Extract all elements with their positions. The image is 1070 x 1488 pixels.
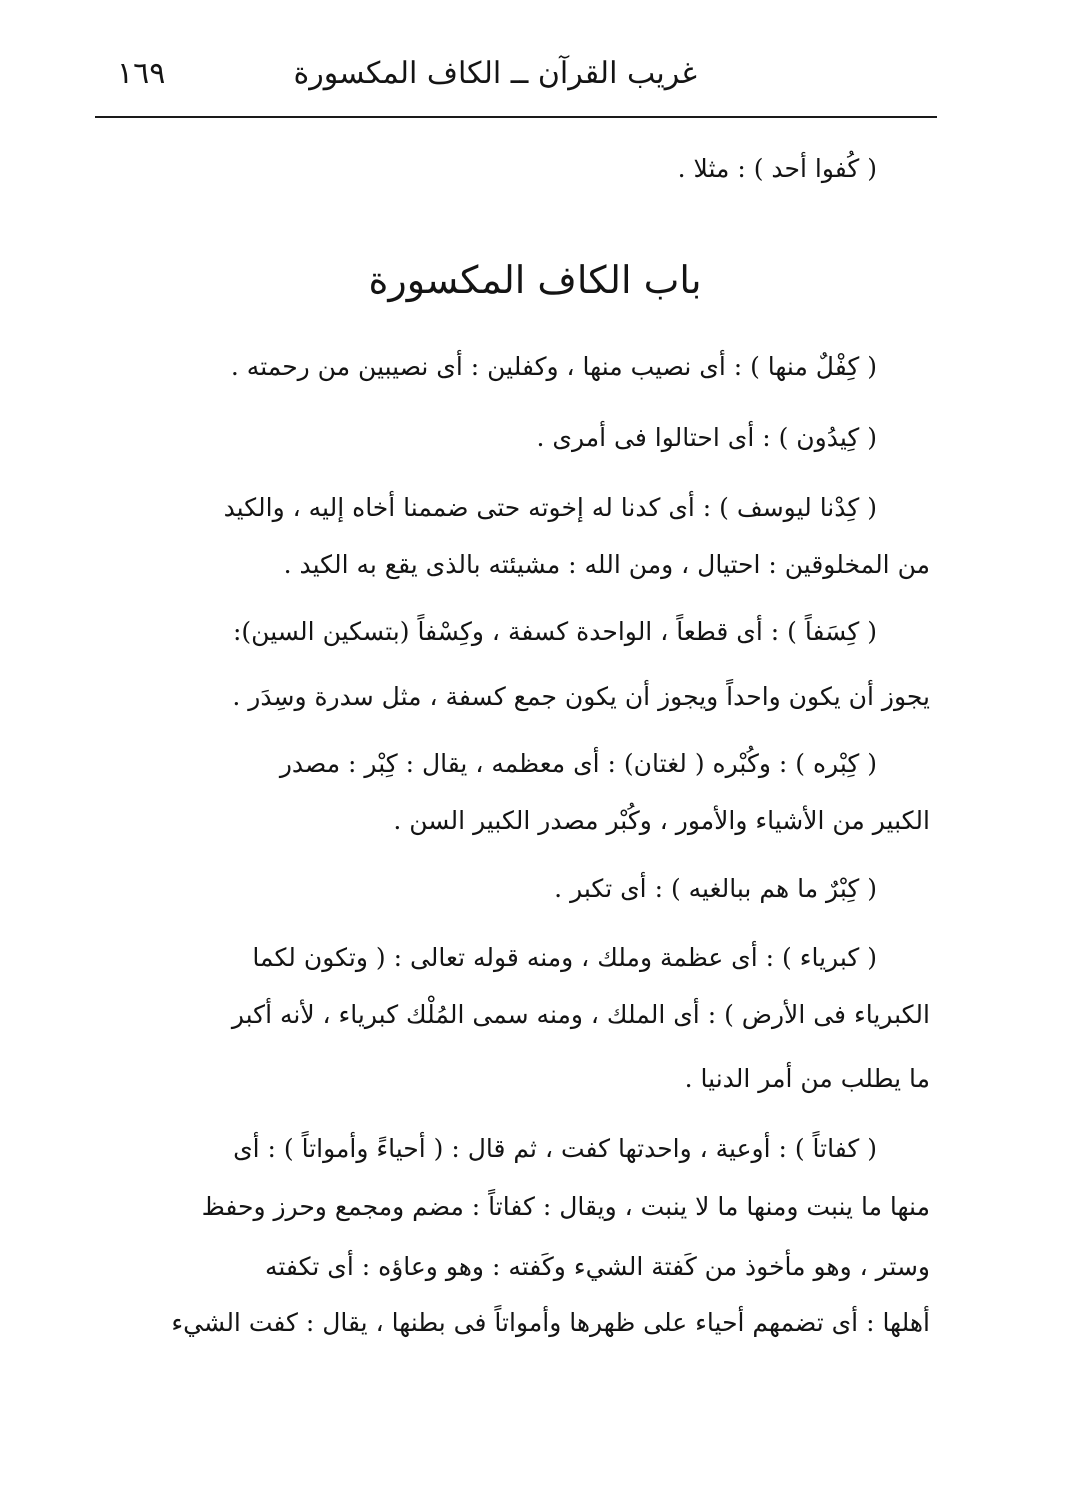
text-line-17: أهلها : أى تضمهم أحياء على ظهرها وأمواتاً فى بطنها ، يقال : كفت الشيء — [171, 1308, 930, 1337]
text-line-13: ما يطلب من أمر الدنيا . — [684, 1064, 930, 1093]
text-line-8: ( كِبْره ) : وكُبْره ( لغتان) : أى معظمه ، يقال : كِبْر : مصدر — [279, 749, 877, 778]
text-line-9: الكبير من الأشياء والأمور ، وكُبْر مصدر الكبير السن . — [393, 806, 930, 835]
text-line-7: يجوز أن يكون واحداً ويجوز أن يكون جمع كسفة ، مثل سدرة وسِدَر . — [232, 682, 930, 711]
page-number: ١٦٩ — [117, 56, 166, 91]
text-line-5: من المخلوقين : احتيال ، ومن الله : مشيئته بالذى يقع به الكيد . — [283, 550, 930, 579]
text-line-4: ( كِدْنا ليوسف ) : أى كدنا له إخوته حتى ضممنا أخاه إليه ، والكيد — [223, 493, 877, 522]
page-header — [95, 50, 937, 114]
text-line-15: منها ما ينبت ومنها ما لا ينبت ، ويقال : كفاتاً : مضم ومجمع وحرز وحفظ — [201, 1192, 930, 1221]
text-line-16: وستر ، وهو مأخوذ من كَفتة الشيء وكَفته : وهو وعاؤه : أى تكفته — [264, 1252, 930, 1281]
text-line-12: الكبرياء فى الأرض ) : أى الملك ، ومنه سمى المُلْك كبرياء ، لأنه أكبر — [231, 1000, 930, 1029]
text-line-6: ( كِسَفاً ) : أى قطعاً ، الواحدة كسفة ، وكِسْفاً (بتسكين السين): — [233, 617, 877, 646]
text-line-11: ( كبرياء ) : أى عظمة وملك ، ومنه قوله تعالى : ( وتكون لكما — [252, 943, 877, 972]
header-rule — [95, 116, 937, 118]
header-title: غريب القرآن ــ الكاف المكسورة — [293, 56, 697, 91]
text-line-1: ( كُفوا أحد ) : مثلا . — [677, 154, 877, 183]
chapter-title: باب الكاف المكسورة — [368, 258, 702, 302]
text-line-3: ( كِيدُون ) : أى احتالوا فى أمرى . — [536, 423, 877, 452]
text-line-10: ( كِبْرٌ ما هم ببالغيه ) : أى تكبر . — [554, 874, 877, 903]
text-line-2: ( كِفْلٌ منها ) : أى نصيب منها ، وكفلين : أى نصيبين من رحمته . — [230, 352, 877, 381]
text-line-14: ( كفاتاً ) : أوعية ، واحدتها كفت ، ثم قال : ( أحياءً وأمواتاً ) : أى — [233, 1134, 877, 1163]
